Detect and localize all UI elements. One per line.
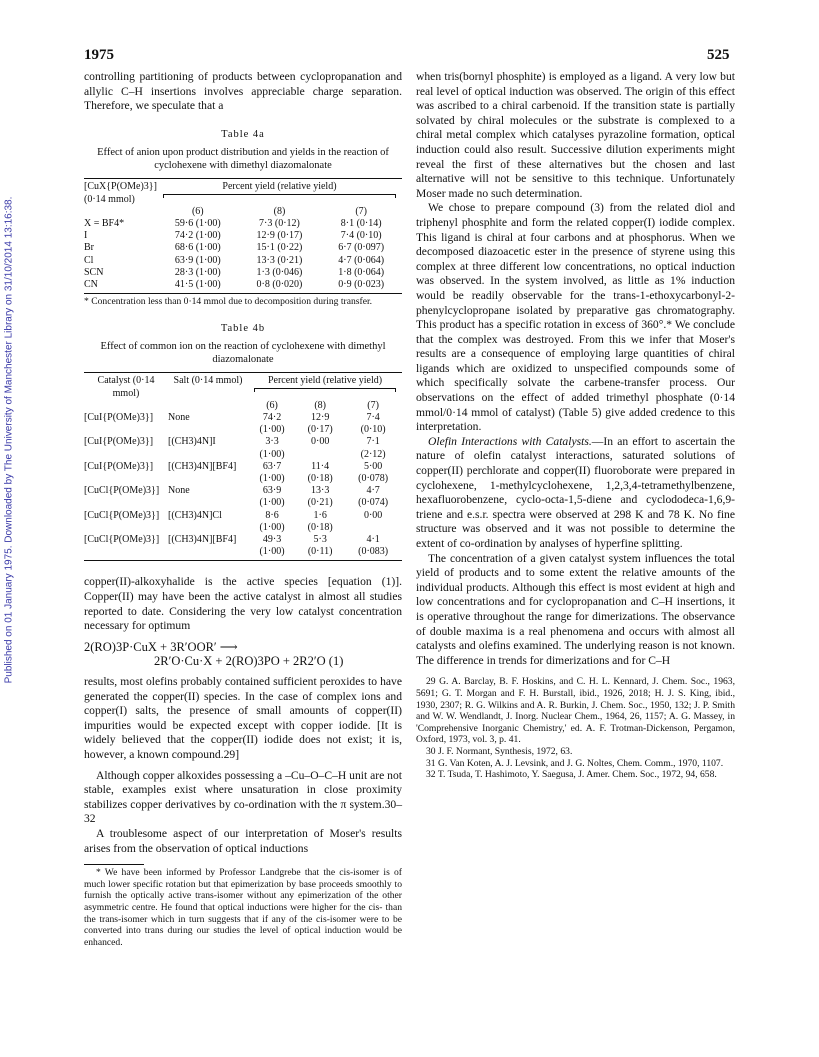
table-cell: (1·00) — [259, 521, 285, 533]
paragraph: A troublesome aspect of our interpretation of Moser's results arises from the observation of optical inductions — [84, 826, 402, 855]
table-cell: 15·1 (0·22) — [256, 242, 303, 254]
table-cell: [(CH3)4N]Cl — [168, 509, 222, 521]
table-cell: 7·4 — [366, 412, 380, 423]
table-cell — [296, 449, 344, 461]
table-head-yield: Percent yield (relative yield) — [248, 375, 402, 399]
table-cell: 74·2 — [262, 412, 282, 423]
reference: 32 T. Tsuda, T. Hashimoto, Y. Saegusa, J. Amer. Chem. Soc., 1972, 94, 658. — [426, 769, 717, 781]
table-cell — [168, 449, 248, 461]
table-cell: 4·7 — [366, 485, 380, 497]
table-cell: 4·1 — [366, 534, 380, 546]
table-4b — [84, 375, 402, 558]
table-cell: (1·00) — [259, 497, 285, 509]
table-row — [84, 522, 402, 534]
table-head-col: (8) — [273, 205, 286, 217]
equation-1 — [84, 640, 402, 669]
table-head-col: (7) — [355, 205, 367, 217]
table-row — [84, 497, 402, 509]
table-4b-title: Effect of common ion on the reaction of cyclohexene with dimethyl diazomalonate — [100, 341, 386, 366]
table-cell: 41·5 (1·00) — [174, 279, 221, 290]
table-cell: 0·9 (0·023) — [338, 279, 385, 290]
table-cell: 1·3 (0·046) — [256, 266, 303, 278]
table-cell: 7·1 — [366, 436, 380, 448]
table-cell — [168, 424, 248, 436]
table-cell: CN — [84, 279, 98, 290]
table-row — [84, 534, 402, 546]
table-cell: 4·7 (0·064) — [338, 254, 385, 266]
table-cell: (0·18) — [307, 473, 333, 485]
table-row — [84, 267, 402, 279]
table-cell — [344, 522, 402, 534]
table-row — [84, 449, 402, 461]
footnote: * We have been informed by Professor Landgrebe that the cis-isomer is of much lower specific rotation but that epimerization by base proceeds smoothly to furnish the optically active trans-isomer without any epimerization of the other asymmetric centre. He found that optical inductions were higher for the cis- than the trans-isomer which in turn suggests that if any of the cis-isomer were to be converted into trans during our studies the level of optical induction would be enhanced. — [84, 867, 402, 948]
table-cell: 12·9 — [310, 412, 330, 423]
table-cell: (0·18) — [307, 521, 333, 533]
table-cell: (0·074) — [358, 497, 389, 509]
table-cell: 63·7 — [262, 460, 282, 472]
table-head-salt: Salt (0·14 mmol) — [173, 375, 243, 387]
paragraph: controlling partitioning of products between cyclopropanation and allylic C–H insertions involves appreciable charge separation. Therefore, we speculate that a — [84, 70, 402, 113]
table-cell: (2·12) — [360, 448, 386, 460]
table-cell: [CuCl{P(OMe)3}] — [84, 485, 160, 497]
table-cell: 5·3 — [313, 534, 327, 546]
table-cell: [CuI{P(OMe)3}] — [84, 436, 154, 448]
journal-year: 1975 — [84, 47, 114, 63]
table-4a-footnote: * Concentration less than 0·14 mmol due to decomposition during transfer. — [84, 296, 373, 308]
table-cell: None — [168, 485, 190, 497]
table-cell — [84, 449, 168, 461]
paragraph: We chose to prepare compound (3) from the related diol and triphenyl phosphite and form the related copper(I) iodide complex. This ligand is chiral at four carbons and at phosphorus. When we decomposed diazoacetic ester in the presence of styrene using this complex at three different low concentrations, no optical induction was observed. In the system involved, as little as 1% induction would be readily observable for the trans-1-ethoxycarbonyl-2-phenylcyclopropane isolated by preparative gas chromatography. This product has a specific rotation in excess of 360°.* We conclude that the complex was destroyed. From this we infer that Moser's results are a consequence of employing large quantities of chiral ligands which are oxidized to unspecified compounds some of which specifically solvate the carbene-transfer process. Our observations on the effect of added trimethyl phosphate (0·14 mmol/0·14 mmol of catalyst) (Table 5) give added credence to this interpretation. — [416, 201, 735, 434]
table-cell: Cl — [84, 254, 94, 266]
references — [416, 676, 735, 780]
table-row — [84, 473, 402, 485]
paragraph: The concentration of a given catalyst system influences the total yield of products and to some extent the relative amounts of the individual products. Although this effect is most evident at high and low concentrations and for cyclopropanation and C–H insertions, it is operative throughout the range for dimerizations. The observance of double maxima is a real phenomena and occurs with almost all catalysts and olefins examined. The underlying reason is not known. The difference in trends for dimerizations and for C–H — [416, 551, 735, 667]
table-cell: (1·00) — [259, 546, 285, 558]
table-4b-body — [84, 412, 402, 558]
paragraph: when tris(bornyl phosphite) is employed as a ligand. A very low but real level of optical induction was observed. The origin of this effect was ascribed to a chiral carbenoid. If the transition state is partially solvated by chiral molecules or the substrate is complexed to a chiral metal complex which catalyses pyrazoline formation, optical induction could also result. Successive dilution experiments might reveal the first of these alternatives but the chosen and last alternative will not be sensitive to this technique. Unfortunately Moser made no such determination. — [416, 70, 735, 200]
table-cell — [84, 473, 168, 485]
table-cell — [84, 497, 168, 509]
table-head-col: (8) — [314, 399, 326, 411]
table-row — [84, 510, 402, 522]
table-rule — [84, 560, 402, 561]
table-head-col: (6) — [191, 205, 204, 217]
table-row — [84, 218, 402, 230]
table-cell: 74·2 (1·00) — [174, 230, 221, 242]
table-cell: [CuCl{P(OMe)3}] — [84, 509, 160, 521]
table-cell: 59·6 (1·00) — [174, 217, 221, 229]
table-cell — [84, 546, 168, 558]
table-4a — [84, 181, 402, 291]
table-row — [84, 546, 402, 558]
table-cell: (1·00) — [259, 424, 285, 436]
table-cell: 1·6 — [313, 509, 327, 521]
table-cell — [168, 522, 248, 534]
equation-line: 2R′O·Cu·X + 2(RO)3PO + 2R2′O (1) — [154, 654, 344, 669]
table-cell: (0·11) — [307, 546, 333, 558]
download-watermark — [2, 180, 16, 700]
table-head-col: (7) — [367, 399, 379, 411]
table-cell: (1·00) — [259, 473, 285, 485]
reference: 29 G. A. Barclay, B. F. Hoskins, and C. H. L. Kennard, J. Chem. Soc., 1963, 5691; G. T. Morgan and F. H. Burstall, ibid., 1926, 2018; H. J. S. King, ibid., 1930, 2307; R. G. Wilkins and A. R. Burkin, J. Chem. Soc., 1950, 132; J. P. Smith and W. W. Wendlandt, J. Inorg. Nuclear Chem., 1964, 26, 1157; A. G. Massey, in 'Comprehensive Inorganic Chemistry,' ed. A. F. Trotman-Dickenson, Pergamon, Oxford, 1973, vol. 3, p. 41. — [416, 676, 735, 746]
section-heading: Olefin Interactions with Catalysts. — [428, 434, 592, 448]
table-row — [84, 436, 402, 448]
table-cell: 13·3 — [310, 485, 330, 497]
table-row — [84, 485, 402, 497]
paragraph: Olefin Interactions with Catalysts.—In an effort to ascertain the nature of olefin catalyst interactions, saturated solutions of copper(II) perchlorate and copper(II) fluoroborate were prepared in cyclohexene, 1-methylcyclohexene, 1,2,3,4-tetramethylbenzene, hexafluorobenzene, cyclo-octa-1,5-diene and cyclododeca-1,6,9-triene and e.s.r. spectra were observed at 298 K and 78 K. No fine structure was observed and it was not possible to determine the extent of co-ordination by analyses of hyperfine splitting. — [416, 434, 735, 550]
table-head-catalyst: [CuX{P(OMe)3}] (0·14 mmol) — [84, 181, 157, 205]
table-cell: (1·00) — [259, 448, 285, 460]
table-rule — [84, 293, 402, 294]
table-row — [84, 279, 402, 291]
table-cell: 0·00 — [310, 436, 330, 448]
equation-line: 2(RO)3P·CuX + 3R′OOR′ ⟶ — [84, 639, 238, 654]
table-row — [84, 255, 402, 267]
table-cell: [(CH3)4N]I — [168, 436, 216, 448]
table-cell: 8·6 — [265, 509, 279, 521]
table-cell: 6·7 (0·097) — [338, 242, 385, 254]
table-cell: Br — [84, 242, 94, 254]
table-cell: X = BF4* — [84, 217, 125, 229]
table-rule — [84, 178, 402, 179]
table-cell: 3·3 — [265, 436, 279, 448]
table-cell: (0·17) — [307, 424, 333, 436]
table-cell — [84, 522, 168, 534]
table-4b-caption: Table 4b — [220, 322, 266, 334]
table-cell: 49·3 — [262, 534, 282, 546]
table-cell — [84, 424, 168, 436]
page-number: 525 — [707, 47, 730, 63]
table-cell: (0·21) — [307, 497, 333, 509]
table-head-col: (6) — [266, 399, 278, 411]
table-rule — [84, 372, 402, 373]
footnote-rule — [84, 864, 144, 865]
table-cell: 28·3 (1·00) — [174, 266, 221, 278]
table-cell: 63·9 (1·00) — [174, 254, 221, 266]
table-row — [84, 230, 402, 242]
table-cell: 5·00 — [363, 460, 383, 472]
table-cell: [CuCl{P(OMe)3}] — [84, 534, 160, 546]
table-head-yield: Percent yield (relative yield) — [157, 181, 402, 205]
table-cell: [(CH3)4N][BF4] — [168, 534, 237, 546]
table-head-catalyst: Catalyst (0·14 mmol) — [97, 375, 155, 399]
reference: 30 J. F. Normant, Synthesis, 1972, 63. — [426, 745, 573, 757]
table-cell: I — [84, 230, 88, 242]
table-cell: [CuI{P(OMe)3}] — [84, 460, 154, 472]
left-column — [84, 70, 402, 948]
paragraph: copper(II)-alkoxyhalide is the active species [equation (1)]. Copper(II) may have been the active catalyst in almost all studies reported to date. Considering the very low catalyst concentration necessary for optimum — [84, 575, 402, 633]
table-cell — [168, 546, 248, 558]
table-cell: 13·3 (0·21) — [256, 254, 303, 266]
table-cell: SCN — [84, 266, 104, 278]
table-cell: (0·10) — [360, 424, 386, 436]
reference: 31 G. Van Koten, A. J. Levsink, and J. G. Noltes, Chem. Comm., 1970, 1107. — [426, 757, 724, 769]
table-cell: 0·00 — [363, 509, 383, 521]
table-cell: [(CH3)4N][BF4] — [168, 460, 237, 472]
table-cell: 7·4 (0·10) — [340, 230, 382, 242]
table-cell: (0·078) — [358, 473, 389, 485]
table-cell: 12·9 (0·17) — [256, 230, 303, 242]
paragraph: results, most olefins probably contained sufficient peroxides to have generated the copper(II) species. In the case of complex ions and copper(I) salts, the presence of small amounts of copper(II) impurities would be expected except with copper iodide. [It is widely believed that the copper(II) iodide does not exist; it is, however, a known compound.29] — [84, 675, 402, 761]
table-row — [84, 242, 402, 254]
table-cell — [168, 473, 248, 485]
table-4a-caption: Table 4a — [221, 128, 265, 140]
table-cell: 63·9 — [262, 485, 282, 497]
right-column — [416, 70, 735, 781]
table-cell: 68·6 (1·00) — [174, 242, 221, 254]
table-4a-body — [84, 218, 402, 291]
watermark-text[interactable]: Published on 01 January 1975. Downloaded by The University of Manchester Library on 31/10/2014 13:16:38. — [3, 196, 15, 684]
paragraph: Although copper alkoxides possessing a –Cu–O–C–H unit are not stable, examples exist where unsaturation in close proximity stabilizes copper derivatives by co-ordination with the π system.30–32 — [84, 768, 402, 826]
table-cell: 8·1 (0·14) — [340, 217, 382, 229]
table-cell: (0·083) — [358, 546, 389, 558]
table-cell: 0·8 (0·020) — [256, 279, 303, 290]
table-4a-title: Effect of anion upon product distribution and yields in the reaction of cyclohexene with dimethyl diazomalonate — [97, 147, 389, 172]
table-row — [84, 424, 402, 436]
table-cell — [168, 497, 248, 509]
table-cell: [CuI{P(OMe)3}] — [84, 412, 154, 423]
table-cell: 1·8 (0·064) — [338, 266, 385, 278]
table-row — [84, 461, 402, 473]
table-cell: 7·3 (0·12) — [259, 217, 300, 229]
table-cell: None — [168, 412, 190, 423]
table-row — [84, 412, 402, 424]
table-cell: 11·4 — [311, 460, 330, 472]
